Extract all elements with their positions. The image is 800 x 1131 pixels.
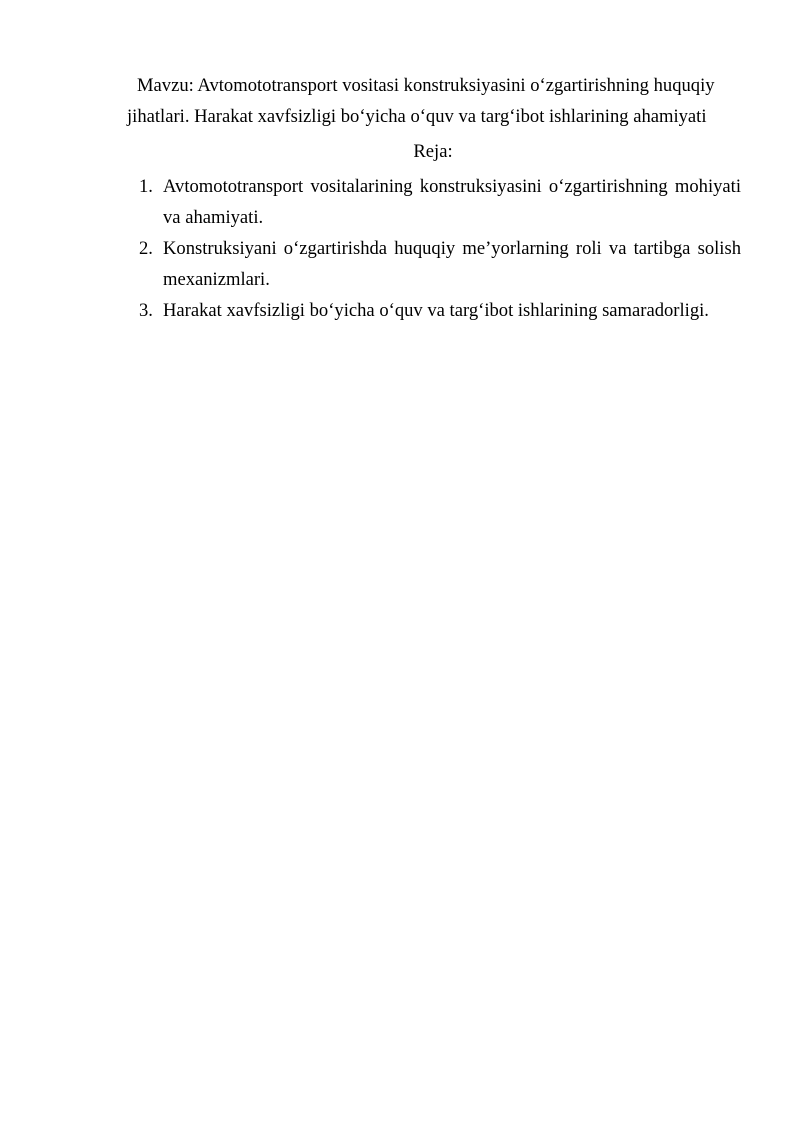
plan-list bbox=[139, 171, 741, 326]
topic-title-line-2: jihatlari. Harakat xavfsizligi bo‘yicha o‘quv va targ‘ibot ishlarining ahamiyati bbox=[127, 106, 707, 127]
plan-item-1 bbox=[139, 171, 741, 233]
plan-item-text: Harakat xavfsizligi bo‘yicha o‘quv va targ‘ibot ishlarining samaradorligi. bbox=[163, 300, 709, 321]
topic-title-line-1: Mavzu: Avtomototransport vositasi konstruksiyasini o‘zgartirishning huquqiy bbox=[137, 75, 715, 96]
plan-heading: Reja: bbox=[413, 141, 453, 162]
plan-item-number: 1. bbox=[139, 176, 153, 197]
plan-item-text: Konstruksiyani o‘zgartirishda huquqiy me’yorlarning roli va tartibga solish mexanizmlari. bbox=[163, 238, 741, 290]
plan-item-number: 2. bbox=[139, 238, 153, 259]
plan-item-number: 3. bbox=[139, 300, 153, 321]
plan-item-3 bbox=[139, 295, 741, 326]
plan-item-2 bbox=[139, 233, 741, 295]
plan-item-text: Avtomototransport vositalarining konstruksiyasini o‘zgartirishning mohiyati va ahamiyati. bbox=[163, 176, 741, 228]
